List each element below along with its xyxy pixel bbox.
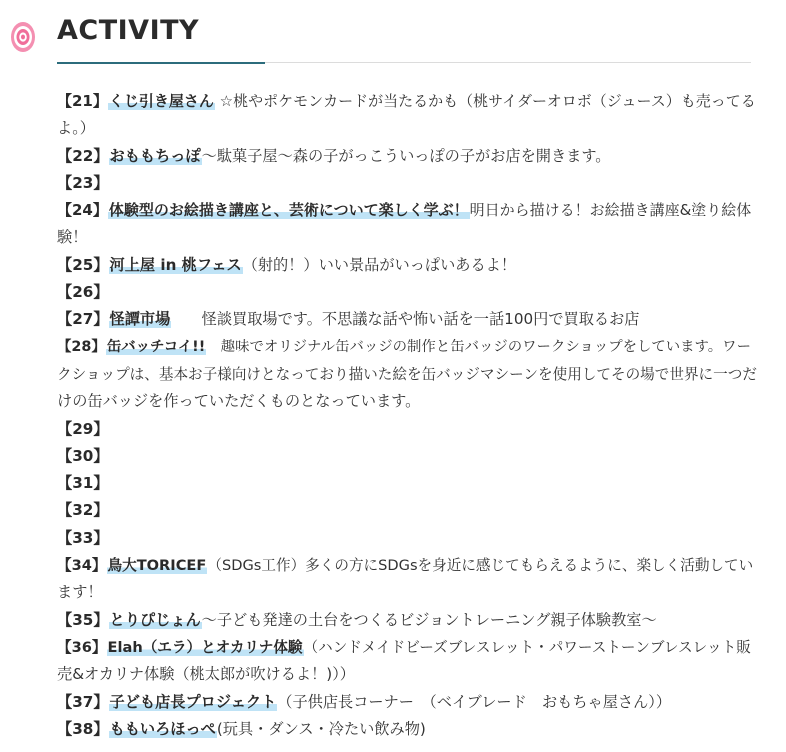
activity-item-21-cont <box>57 115 757 142</box>
item-number: 【33】 <box>57 528 109 547</box>
activity-description: ます！ <box>57 583 103 602</box>
activity-description: （ハンドメイドビーズブレスレット・パワーストーンブレスレット販 <box>303 638 751 656</box>
activity-name: 鳥大TORICEF <box>107 557 207 575</box>
activity-description: 験！ <box>57 228 88 247</box>
item-number: 【29】 <box>57 419 109 438</box>
activity-item-31 <box>57 470 757 497</box>
activity-item-33 <box>57 525 757 552</box>
activity-description: 明日から描ける！お絵描き講座&塗り絵体 <box>469 201 752 220</box>
activity-description: （SDGs工作）多くの方にSDGsを身近に感じてもらえるように、楽しく活動してい <box>207 557 754 575</box>
item-number: 【24】 <box>57 201 108 220</box>
activity-description: （射的！）いい景品がいっぱいあるよ！ <box>242 255 517 274</box>
activity-description: クショップは、基本お子様向けとなっており描いた絵を缶バッジマシーンを使用してその場で世界に一つだ <box>57 365 757 383</box>
activity-description: （子供店長コーナー （ベイブレード おもちゃ屋さん）） <box>277 692 672 711</box>
activity-item-28-cont <box>57 388 757 415</box>
item-number: 【28】 <box>57 338 106 355</box>
item-number: 【30】 <box>57 446 109 465</box>
item-number: 【25】 <box>57 255 109 274</box>
section-header <box>0 0 786 66</box>
activity-item-34 <box>57 552 757 579</box>
item-number: 【38】 <box>57 719 109 738</box>
item-number: 【34】 <box>57 557 107 575</box>
item-number: 【22】 <box>57 146 109 165</box>
activity-item-30 <box>57 443 757 470</box>
target-icon <box>10 20 36 54</box>
item-number: 【32】 <box>57 501 109 520</box>
activity-description: けの缶バッジを作っていただくものとなっています。 <box>57 392 421 411</box>
activity-name: くじ引き屋さん <box>108 92 214 110</box>
activity-item-29 <box>57 416 757 443</box>
activity-name: 河上屋 in 桃フェス <box>109 255 242 274</box>
item-number: 【35】 <box>57 610 109 629</box>
activity-item-32 <box>57 497 757 524</box>
item-number: 【21】 <box>57 92 108 110</box>
activity-item-26 <box>57 279 757 306</box>
activity-list <box>57 88 757 743</box>
activity-item-24 <box>57 197 757 224</box>
activity-item-21 <box>57 88 757 115</box>
activity-item-28-cont <box>57 361 757 388</box>
item-number: 【26】 <box>57 283 109 302</box>
activity-item-38 <box>57 716 757 743</box>
activity-name: ももいろほっぺ <box>109 719 216 738</box>
activity-name: とりぴじょん <box>109 610 201 629</box>
item-number: 【23】 <box>57 173 109 192</box>
activity-description: ☆桃やポケモンカードが当たるかも（桃サイダーオロボ（ジュース）も売ってる <box>214 92 756 110</box>
activity-item-34-cont <box>57 579 757 606</box>
activity-name: 子ども店長プロジェクト <box>109 692 277 711</box>
activity-item-28 <box>57 334 757 361</box>
item-number: 【31】 <box>57 474 109 493</box>
activity-description: 怪談買取場です。不思議な話や怖い話を一話100円で買取るお店 <box>171 310 640 329</box>
activity-name: 体験型のお絵描き講座と、芸術について楽しく学ぶ！ <box>108 201 469 220</box>
activity-item-23 <box>57 170 757 197</box>
activity-name: 怪譚市場 <box>109 310 171 329</box>
activity-name: 缶バッチコイ!! <box>106 338 206 355</box>
activity-name: Elah（エラ）とオカリナ体験 <box>107 638 303 656</box>
item-number: 【37】 <box>57 692 109 711</box>
activity-description: 趣味でオリジナル缶バッジの制作と缶バッジのワークショップをしています。ワー <box>206 338 751 355</box>
activity-item-37 <box>57 689 757 716</box>
section-title: ACTIVITY <box>57 15 200 46</box>
activity-description: 〜子ども発達の土台をつくるビジョントレーニング親子体験教室〜 <box>201 610 657 629</box>
header-accent-underline <box>57 62 265 64</box>
activity-item-27 <box>57 306 757 333</box>
item-number: 【36】 <box>57 638 107 656</box>
activity-description: よ。） <box>57 119 95 138</box>
activity-item-25 <box>57 252 757 279</box>
activity-item-36 <box>57 634 757 661</box>
activity-description: 売&オカリナ体験（桃太郎が吹けるよ！)）） <box>57 665 355 684</box>
activity-item-36-cont <box>57 661 757 688</box>
activity-description: (玩具・ダンス・冷たい飲み物) <box>216 719 426 738</box>
activity-item-35 <box>57 607 757 634</box>
activity-item-24-cont <box>57 224 757 251</box>
activity-description: 〜駄菓子屋〜森の子がっこういっぽの子がお店を開きます。 <box>201 146 611 165</box>
activity-item-22 <box>57 143 757 170</box>
item-number: 【27】 <box>57 310 109 329</box>
activity-name: おももちっぽ <box>109 146 201 165</box>
